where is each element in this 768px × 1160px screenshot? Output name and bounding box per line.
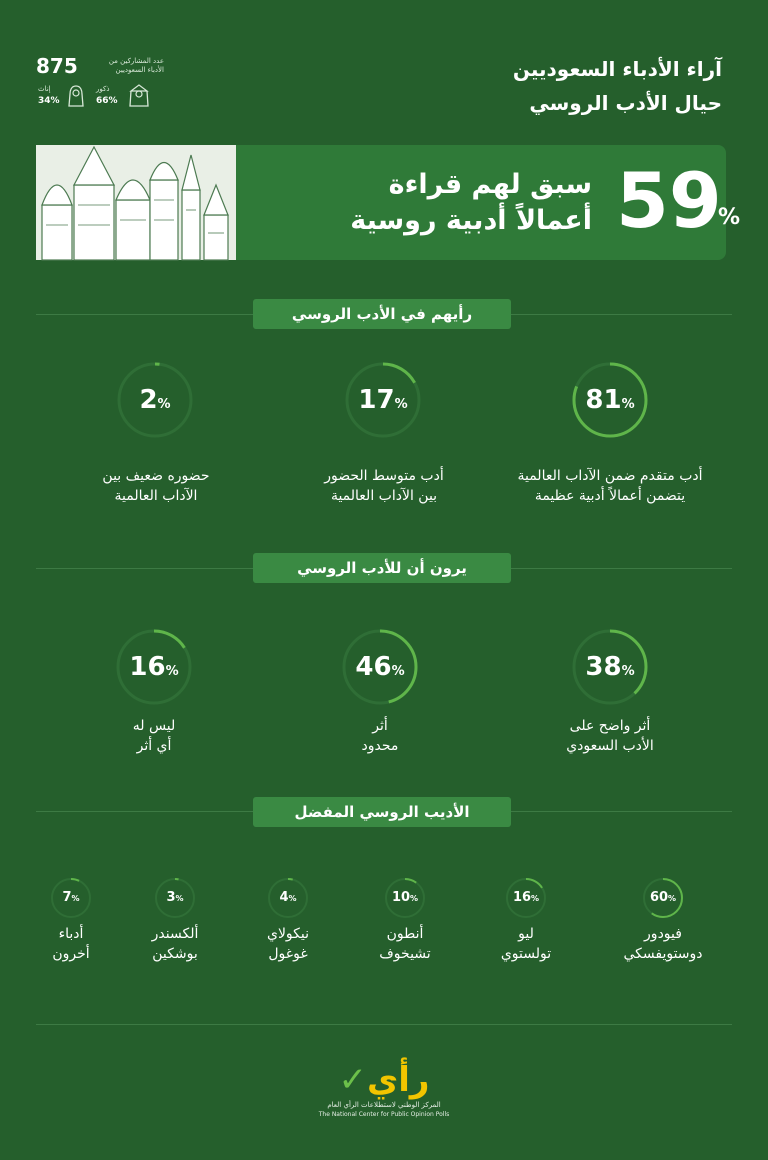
female-pct: 34% bbox=[38, 96, 60, 106]
hero-line-2: أعمالاً أدبية روسية bbox=[350, 205, 592, 236]
ring-label: حضوره ضعيف بين الآداب العالمية bbox=[102, 468, 210, 504]
logo-mark: رأي✓ bbox=[338, 1060, 430, 1100]
ring-stat bbox=[341, 628, 419, 706]
page-title bbox=[513, 52, 722, 120]
male-label: ذكور bbox=[96, 85, 110, 93]
author-name: أدباء أخرون bbox=[52, 926, 90, 962]
org-logo bbox=[300, 1060, 468, 1130]
ring-label: أثر محدود bbox=[361, 718, 399, 754]
ring-stat bbox=[116, 361, 194, 439]
author-value: 60% bbox=[649, 890, 677, 905]
author-name: ليو تولستوي bbox=[500, 926, 552, 962]
org-name-arabic: المركز الوطني لاستطلاعات الرأي العام bbox=[327, 1101, 441, 1109]
footer-divider bbox=[36, 1024, 732, 1025]
author-value: 7% bbox=[62, 890, 80, 905]
author-ring bbox=[384, 877, 426, 919]
hero-line-1: سبق لهم قراءة bbox=[388, 169, 592, 200]
participants-count: 875 bbox=[36, 54, 78, 78]
author-value: 3% bbox=[166, 890, 184, 905]
author-ring bbox=[50, 877, 92, 919]
hero-banner bbox=[36, 145, 741, 260]
hero-text bbox=[350, 167, 592, 239]
author-value: 16% bbox=[512, 890, 540, 905]
title-line-2: حيال الأدب الروسي bbox=[529, 91, 722, 115]
section-1-title: رأيهم في الأدب الروسي bbox=[253, 299, 511, 329]
male-stat bbox=[96, 84, 150, 108]
ring-stat bbox=[571, 628, 649, 706]
participants-label: عدد المشاركين من الأدباء السعوديين bbox=[108, 57, 164, 74]
author-ring bbox=[505, 877, 547, 919]
ring-label: ليس له أي أثر bbox=[132, 718, 176, 754]
female-stat bbox=[38, 84, 88, 108]
ring-value: 17% bbox=[358, 385, 408, 415]
hero-unit: % bbox=[718, 205, 741, 230]
author-value: 4% bbox=[279, 890, 297, 905]
ring-label: أدب متقدم ضمن الآداب العالمية يتضمن أعمالاً أدبية عظيمة bbox=[517, 468, 703, 504]
ring-label: أثر واضح على الأدب السعودي bbox=[566, 718, 654, 754]
ring-value: 81% bbox=[585, 385, 635, 415]
check-icon: ✓ bbox=[338, 1060, 368, 1100]
male-person-icon bbox=[128, 84, 150, 108]
ring-value: 2% bbox=[139, 385, 171, 415]
ring-value: 38% bbox=[585, 652, 635, 682]
author-name: أنطون تشيخوف bbox=[379, 926, 431, 962]
ring-label: أدب متوسط الحضور بين الآداب العالمية bbox=[324, 468, 444, 504]
ring-value: 46% bbox=[355, 652, 405, 682]
author-ring bbox=[267, 877, 309, 919]
author-value: 10% bbox=[391, 890, 419, 905]
ring-stat bbox=[115, 628, 193, 706]
ring-value: 16% bbox=[129, 652, 179, 682]
org-name-english: The National Center for Public Opinion Polls bbox=[318, 1111, 450, 1118]
male-pct: 66% bbox=[96, 96, 118, 106]
title-line-1: آراء الأدباء السعوديين bbox=[512, 57, 722, 81]
section-3-title: الأديب الروسي المفضل bbox=[253, 797, 511, 827]
female-person-icon bbox=[66, 84, 86, 108]
ring-stat bbox=[344, 361, 422, 439]
author-ring bbox=[154, 877, 196, 919]
section-2-title: يرون أن للأدب الروسي bbox=[253, 553, 511, 583]
author-name: ألكسندر بوشكين bbox=[151, 926, 199, 962]
ring-stat bbox=[571, 361, 649, 439]
author-ring bbox=[642, 877, 684, 919]
author-name: فيودور دوستويفسكي bbox=[623, 926, 703, 962]
hero-value: 59 bbox=[616, 156, 722, 245]
female-label: إناث bbox=[38, 85, 51, 93]
author-name: نيكولاي غوغول bbox=[266, 926, 310, 962]
kremlin-illustration bbox=[36, 145, 236, 260]
